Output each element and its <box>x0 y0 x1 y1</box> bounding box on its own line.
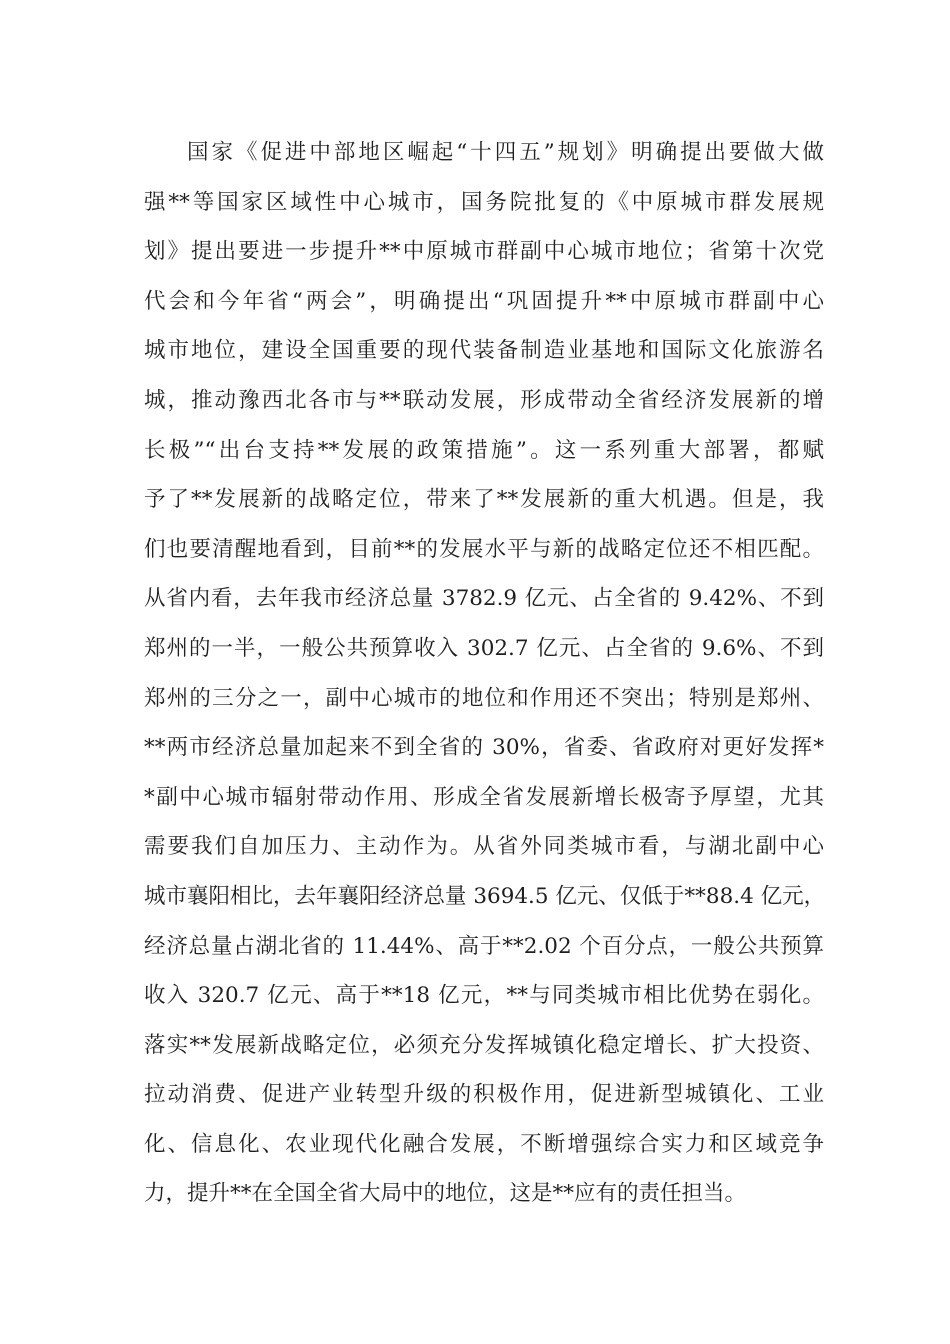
text-line-8: 予了**发展新的战略定位，带来了**发展新的重大机遇。但是，我 <box>144 487 824 513</box>
text-line-16: 城市襄阳相比，去年襄阳经济总量 3694.5 亿元、仅低于**88.4 亿元， <box>144 883 826 909</box>
text-line-9: 们也要清醒地看到，目前**的发展水平与新的战略定位还不相匹配。 <box>144 536 824 562</box>
text-line-1: 国家《促进中部地区崛起“十四五”规划》明确提出要做大做 <box>187 140 824 165</box>
text-line-17: 经济总量占湖北省的 11.44%、高于**2.02 个百分点，一般公共预算 <box>144 933 824 959</box>
text-line-14: *副中心城市辐射带动作用、形成全省发展新增长极寄予厚望，尤其 <box>144 784 824 810</box>
text-line-15: 需要我们自加压力、主动作为。从省外同类城市看，与湖北副中心 <box>144 834 824 860</box>
text-line-5: 城市地位，建设全国重要的现代装备制造业基地和国际文化旅游名 <box>144 338 824 364</box>
text-line-19: 落实**发展新战略定位，必须充分发挥城镇化稳定增长、扩大投资、 <box>144 1032 824 1058</box>
text-line-4: 代会和今年省“两会”，明确提出“巩固提升**中原城市群副中心 <box>144 288 824 314</box>
text-line-20: 拉动消费、促进产业转型升级的积极作用，促进新型城镇化、工业 <box>144 1082 824 1108</box>
text-line-10: 从省内看，去年我市经济总量 3782.9 亿元、占全省的 9.42%、不到 <box>144 586 824 612</box>
text-line-6: 城，推动豫西北各市与**联动发展，形成带动全省经济发展新的增 <box>144 387 824 413</box>
body-paragraph <box>144 128 824 1219</box>
text-line-13: **两市经济总量加起来不到全省的 30%，省委、省政府对更好发挥* <box>144 735 824 761</box>
text-line-2: 强**等国家区域性中心城市，国务院批复的《中原城市群发展规 <box>144 189 824 215</box>
text-line-22: 力，提升**在全国全省大局中的地位，这是**应有的责任担当。 <box>144 1181 747 1207</box>
text-line-3: 划》提出要进一步提升**中原城市群副中心城市地位；省第十次党 <box>144 239 824 265</box>
text-line-18: 收入 320.7 亿元、高于**18 亿元，**与同类城市相比优势在弱化。 <box>144 983 824 1009</box>
text-line-11: 郑州的一半，一般公共预算收入 302.7 亿元、占全省的 9.6%、不到 <box>144 635 824 661</box>
text-line-12: 郑州的三分之一，副中心城市的地位和作用还不突出；特别是郑州、 <box>144 685 824 711</box>
text-line-21: 化、信息化、农业现代化融合发展，不断增强综合实力和区域竞争 <box>144 1131 824 1157</box>
text-line-7: 长极”“出台支持**发展的政策措施”。这一系列重大部署，都赋 <box>144 437 824 463</box>
